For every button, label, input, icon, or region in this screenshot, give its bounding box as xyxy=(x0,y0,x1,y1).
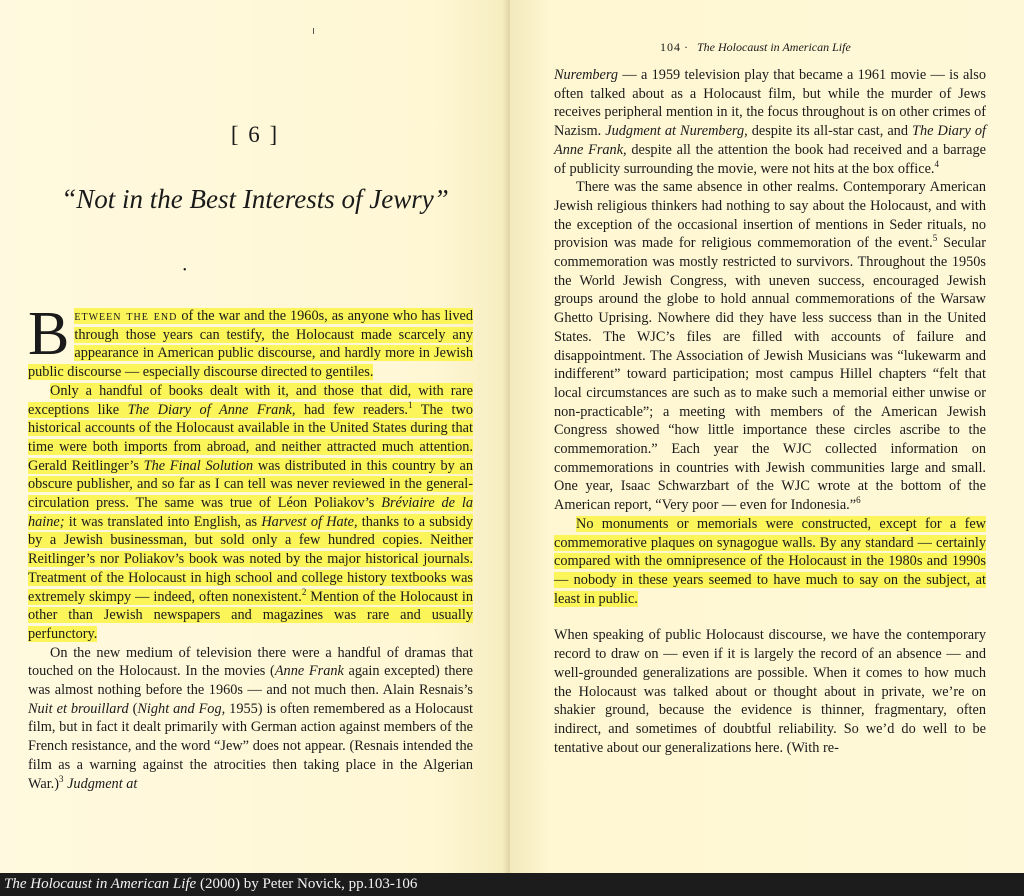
drop-cap: B xyxy=(28,300,70,368)
paragraph-absence: There was the same absence in other realms. Contemporary American Jewish religious thinkers had nothing to say about the Holocaust, and with the exception of the occasional insertion of mentions in Seder rituals, no provision was made for religious commemoration of the event.$^5$ Secular commemoration was mostly restricted to survivors. Throughout the 1950s the World Jewish Congress, with uneven success, encouraged Jewish groups around the globe to hold annual commemorations of the Warsaw Ghetto Uprising. Nowhere did they have less success than in the United States. The WJC’s files are filled with accounts of failure and disappointment. The Association of Jewish Musicians was “lukewarm and indifferent” toward participation; most campus Hillel chapters “felt that local circumstances are such as to make such a memorial either unwise or non-practicable”; a meeting with members of the American Jewish Congress showed “how little importance these circles ascribe to the commemoration.” Each year the WJC collected information on commemorations in countries with Jewish communities large and small. One year, Isaac Schwarzbart of the WJC wrote at the bottom of the American report, “Very poor — even for Indonesia.”$^6$ xyxy=(554,179,986,514)
separator: · xyxy=(684,40,688,54)
right-body-text xyxy=(554,66,986,757)
paragraph-opening: Between the end of the war and the 1960s, as anyone who has lived through those years can testify, the Holocaust made scarcely any appearance in American public discourse, and hardly more in Jewish public discourse — especially discourse directed to gentiles. xyxy=(28,300,473,381)
opening-smallcaps: etween the end xyxy=(74,308,178,324)
chapter-number: [ 6 ] xyxy=(230,122,280,147)
footnote-ref: 1 xyxy=(407,399,413,410)
right-page xyxy=(510,0,1024,873)
caption-details: (2000) by Peter Novick, pp.103-106 xyxy=(196,876,418,892)
paragraph-nuremberg: Nuremberg — a 1959 television play that became a 1961 movie — is also often talked about as a Holocaust film, but while the murder of Jews receives peripheral mention in it, the focus throughout is on other crimes of Nazism. Judgment at Nuremberg, despite its all-star cast, and The Diary of Anne Frank, despite all the attention the book had received and a barrage of publicity surrounding the movie, were not hits at the box office.$^4$ xyxy=(554,67,986,177)
chapter-title: “Not in the Best Interests of Jewry” xyxy=(61,184,449,214)
page-number: 104 xyxy=(660,40,681,54)
caption-book-title: The Holocaust in American Life xyxy=(4,876,197,892)
paragraph-books: Only a handful of books dealt with it, and those that did, with rare exceptions like The Diary of Anne Frank, had few readers.$^1$ The two historical accounts of the Holocaust available in the United States during that time were both imports from abroad, and neither attracted much attention. Gerald Reitlinger’s The Final Solution was distributed in this country by an obscure publisher, and so far as I can tell was never reviewed in the general-circulation press. The same was true of Léon Poliakov’s Bréviaire de la haine; it was translated into English, as Harvest of Hate, thanks to a subsidy by a Jewish businessman, but sold only a few hundred copies. Neither Reitlinger’s nor Poliakov’s book was noted by the major historical journals. Treatment of the Holocaust in high school and college history textbooks was extremely skimpy — indeed, often nonexistent.$^2$ Mention of the Holocaust in other than Jewish newspapers and magazines was rare and usually perfunctory. xyxy=(28,382,473,642)
left-page xyxy=(0,0,510,873)
paragraph-television: On the new medium of television there were a handful of dramas that touched on the Holocaust. In the movies (Anne Frank again excepted) there was almost nothing before the 1960s — and not much then. Alain Resnais’s Nuit et brouillard (Night and Fog, 1955) is often remembered as a Holocaust film, but in fact it dealt primarily with German action against members of the French resistance, and the word “Jew” does not appear. (Resnais intended the film as a warning against the atrocities then taking place in the Algerian War.)$^3$ Judgment at xyxy=(28,644,474,792)
footnote-ref: 4 xyxy=(934,158,940,169)
footnote-ref: 5 xyxy=(932,233,938,244)
paragraph-monuments: No monuments or memorials were constructed, except for a few commemorative plaques on synagogue walls. By any standard — certainly compared with the omnipresence of the Holocaust in the 1980s and 1990s — nobody in these years seemed to have much to say on the subject, at least in public. xyxy=(554,515,986,607)
stray-mark xyxy=(313,28,314,34)
running-title: The Holocaust in American Life xyxy=(697,40,851,54)
footnote-ref: 6 xyxy=(856,495,861,506)
paragraph-private: When speaking of public Holocaust discourse, we have the contemporary record to draw on — even if it is largely the record of an absence — and well-grounded generalizations are possible. When it comes to how much the Holocaust was talked about or thought about in private, we’re on shakier ground, because the evidence is thinner, fragmentary, often indirect, and sometimes of doubtful reliability. So we’d do well to be tentative about our generalizations here. (With re- xyxy=(554,627,986,756)
footnote-ref: 3 xyxy=(59,773,64,784)
caption-bar xyxy=(0,873,1024,896)
left-body-text xyxy=(28,300,474,793)
ornament-dot: • xyxy=(183,265,187,276)
footnote-ref: 2 xyxy=(301,586,307,597)
running-head xyxy=(660,40,851,55)
